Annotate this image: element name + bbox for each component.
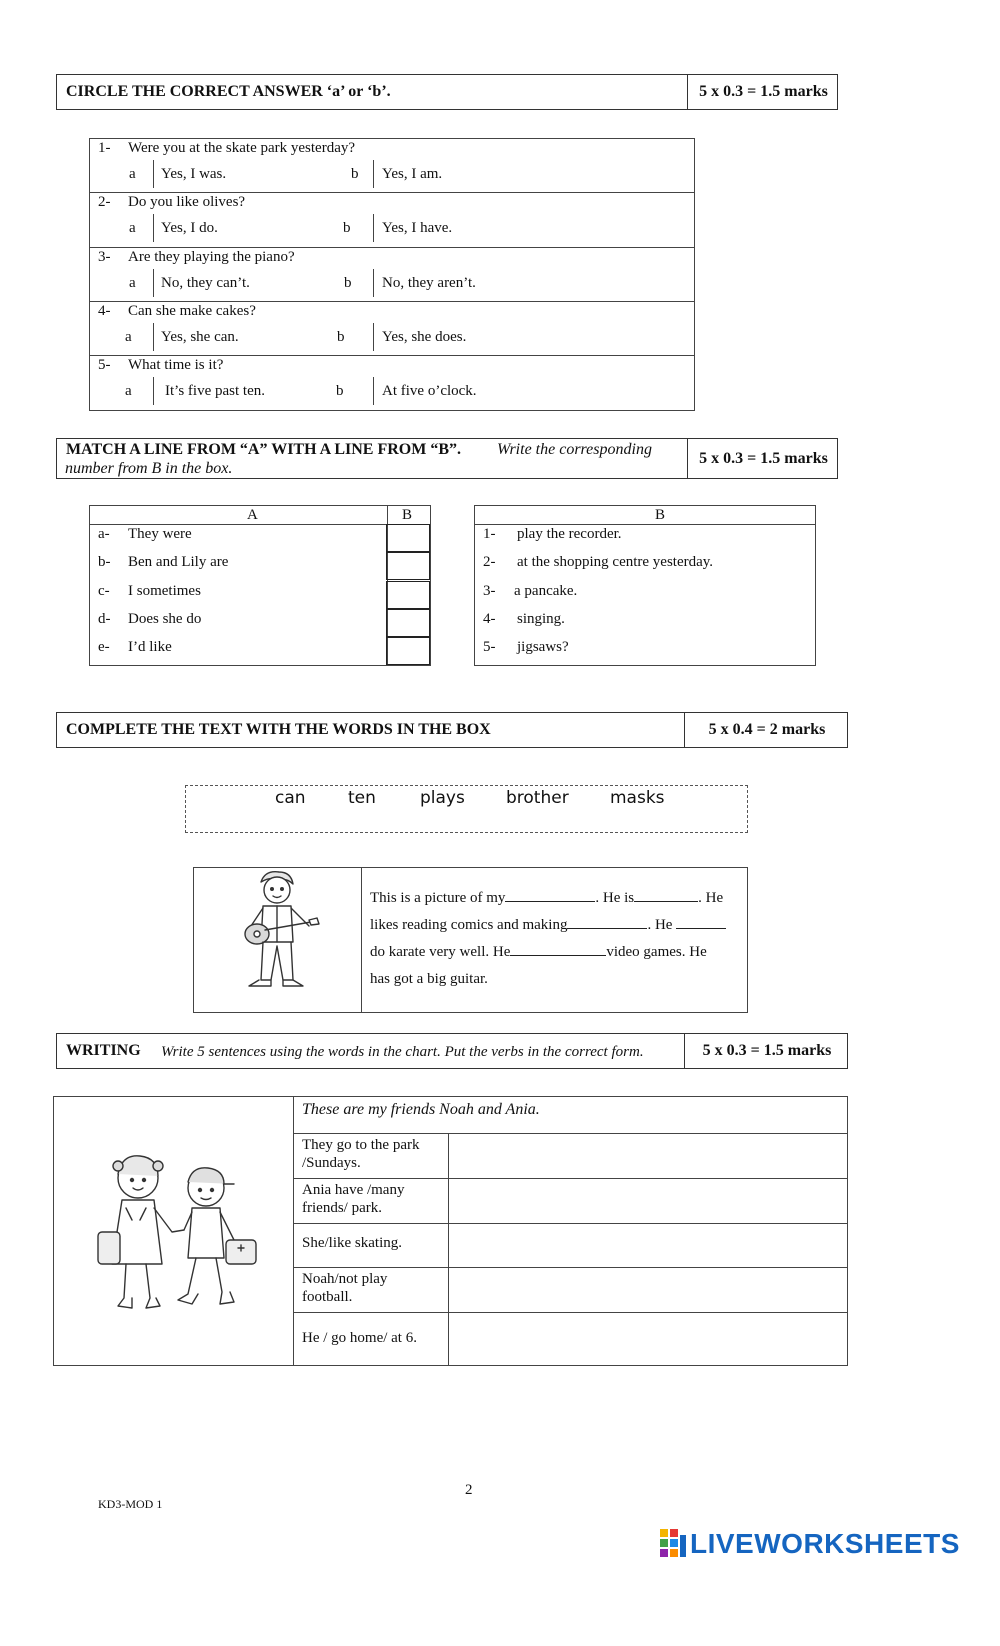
- section2-instruction-line1: Write the corresponding: [497, 441, 652, 458]
- writing-prompt-line2: football.: [302, 1289, 353, 1305]
- option-a-label[interactable]: a: [125, 383, 132, 399]
- word-bank-word: masks: [610, 788, 665, 808]
- option-a-text[interactable]: Yes, I do.: [161, 220, 218, 236]
- question-text: Were you at the skate park yesterday?: [128, 140, 356, 156]
- boy-with-guitar-illustration: [235, 868, 325, 996]
- footer-code: KD3-MOD 1: [98, 1497, 163, 1511]
- answer-box[interactable]: [386, 552, 430, 580]
- option-b-text[interactable]: Yes, I have.: [382, 220, 453, 236]
- section4-title: WRITING: [66, 1042, 141, 1059]
- section2-header: [56, 438, 838, 479]
- option-a-label[interactable]: a: [125, 329, 132, 345]
- match-b-label: 5-: [483, 639, 496, 656]
- option-a-text[interactable]: No, they can’t.: [161, 275, 250, 291]
- match-a-text: I’d like: [128, 639, 172, 656]
- fill-in-text: [370, 885, 742, 993]
- writing-answer-cell[interactable]: [449, 1178, 847, 1221]
- option-a-text[interactable]: Yes, I was.: [161, 166, 227, 182]
- match-a-label: b-: [98, 554, 111, 571]
- option-b-label[interactable]: b: [343, 220, 351, 236]
- match-b-text: at the shopping centre yesterday.: [517, 554, 714, 571]
- page-number: 2: [465, 1482, 473, 1498]
- match-b-text: play the recorder.: [517, 526, 622, 542]
- option-a-text[interactable]: It’s five past ten.: [165, 383, 265, 399]
- match-a-text: Ben and Lily are: [128, 554, 229, 571]
- section2-instruction-line2: number from B in the box.: [65, 460, 233, 477]
- word-bank-word: can: [275, 788, 306, 808]
- writing-answer-cell[interactable]: [449, 1312, 847, 1355]
- brand-name: LIVEWORKSHEETS: [690, 1528, 960, 1559]
- question-text: Are they playing the piano?: [128, 249, 295, 265]
- writing-prompt-line1: Noah/not play: [302, 1271, 388, 1287]
- writing-answer-cell[interactable]: [449, 1133, 847, 1176]
- option-a-text[interactable]: Yes, she can.: [161, 329, 239, 345]
- blank-2[interactable]: [634, 887, 698, 902]
- match-a-label: a-: [98, 526, 110, 542]
- fill-line-4: has got a big guitar.: [370, 971, 488, 987]
- section2-marks: 5 x 0.3 = 1.5 marks: [687, 439, 839, 478]
- col-b-header: B: [402, 507, 413, 523]
- option-b-text[interactable]: Yes, she does.: [382, 329, 467, 345]
- fill-line-2: likes reading comics and making . He: [370, 912, 742, 939]
- section1-title: CIRCLE THE CORRECT ANSWER ‘a’ or ‘b’.: [66, 83, 391, 100]
- match-a-label: d-: [98, 610, 111, 627]
- logo-blocks-icon: [660, 1529, 688, 1559]
- writing-prompt-line2: friends/ park.: [302, 1200, 382, 1216]
- answer-box[interactable]: [386, 609, 430, 637]
- word-bank-word: brother: [506, 788, 569, 808]
- section4-instruction: Write 5 sentences using the words in the chart. Put the verbs in the correct form.: [161, 1044, 644, 1060]
- match-a-label: c-: [98, 582, 110, 599]
- option-b-label[interactable]: b: [337, 329, 345, 345]
- section4-header: [56, 1033, 848, 1069]
- kids-holding-hands-illustration: [88, 1148, 264, 1326]
- match-b-label: 3-: [483, 582, 496, 599]
- liveworksheets-logo: [660, 1527, 960, 1561]
- option-b-label[interactable]: b: [344, 275, 352, 291]
- match-b-text: a pancake.: [514, 582, 578, 599]
- answer-box[interactable]: [386, 581, 430, 609]
- option-a-label[interactable]: a: [129, 275, 136, 291]
- option-b-label[interactable]: b: [351, 166, 359, 182]
- question-number: 5-: [98, 357, 111, 373]
- question-text: Do you like olives?: [128, 194, 246, 210]
- question-number: 3-: [98, 249, 111, 265]
- blank-5[interactable]: [510, 941, 606, 956]
- col-a-header: A: [247, 507, 258, 523]
- writing-prompt-line1: He / go home/ at 6.: [302, 1330, 417, 1346]
- question-number: 2-: [98, 194, 111, 210]
- match-b-label: 1-: [483, 526, 496, 542]
- word-bank-word: plays: [420, 788, 465, 808]
- section4-marks: 5 x 0.3 = 1.5 marks: [684, 1034, 849, 1068]
- section3-marks: 5 x 0.4 = 2 marks: [684, 713, 849, 747]
- section1-marks: 5 x 0.3 = 1.5 marks: [687, 75, 839, 109]
- option-b-text[interactable]: No, they aren’t.: [382, 275, 476, 291]
- blank-1[interactable]: [505, 887, 595, 902]
- match-a-label: e-: [98, 639, 110, 656]
- word-bank-word: ten: [348, 788, 376, 808]
- section1-header: [56, 74, 838, 110]
- writing-answer-cell[interactable]: [449, 1267, 847, 1310]
- blank-3[interactable]: [567, 914, 647, 929]
- option-b-text[interactable]: At five o’clock.: [382, 383, 477, 399]
- match-a-text: I sometimes: [128, 582, 201, 599]
- option-a-label[interactable]: a: [129, 166, 136, 182]
- question-number: 4-: [98, 303, 111, 319]
- question-number: 1-: [98, 140, 111, 156]
- option-b-label[interactable]: b: [336, 383, 344, 399]
- match-a-text: Does she do: [128, 610, 202, 627]
- fill-line-3: do karate very well. He video games. He: [370, 939, 742, 966]
- match-b-text: jigsaws?: [517, 639, 569, 656]
- match-b-label: 2-: [483, 554, 496, 571]
- list-b-header: B: [655, 507, 666, 523]
- section3-title: COMPLETE THE TEXT WITH THE WORDS IN THE BOX: [66, 721, 491, 738]
- writing-prompt-line1: She/like skating.: [302, 1235, 402, 1251]
- question-text: What time is it?: [128, 357, 224, 373]
- writing-prompt-line1: They go to the park: [302, 1137, 420, 1153]
- match-b-label: 4-: [483, 610, 496, 627]
- match-a-text: They were: [128, 526, 192, 542]
- writing-intro: These are my friends Noah and Ania.: [302, 1101, 540, 1118]
- blank-4[interactable]: [676, 914, 726, 929]
- section3-header: [56, 712, 848, 748]
- answer-box[interactable]: [386, 637, 430, 665]
- writing-answer-cell[interactable]: [449, 1223, 847, 1266]
- fill-line-1: This is a picture of my . He is . He: [370, 885, 742, 912]
- writing-prompt-line2: /Sundays.: [302, 1155, 361, 1171]
- option-b-text[interactable]: Yes, I am.: [382, 166, 443, 182]
- section2-title: MATCH A LINE FROM “A” WITH A LINE FROM “B”.: [66, 441, 461, 458]
- question-text: Can she make cakes?: [128, 303, 256, 319]
- writing-prompt-line1: Ania have /many: [302, 1182, 405, 1198]
- answer-box[interactable]: [386, 524, 430, 552]
- match-b-text: singing.: [517, 610, 565, 627]
- option-a-label[interactable]: a: [129, 220, 136, 236]
